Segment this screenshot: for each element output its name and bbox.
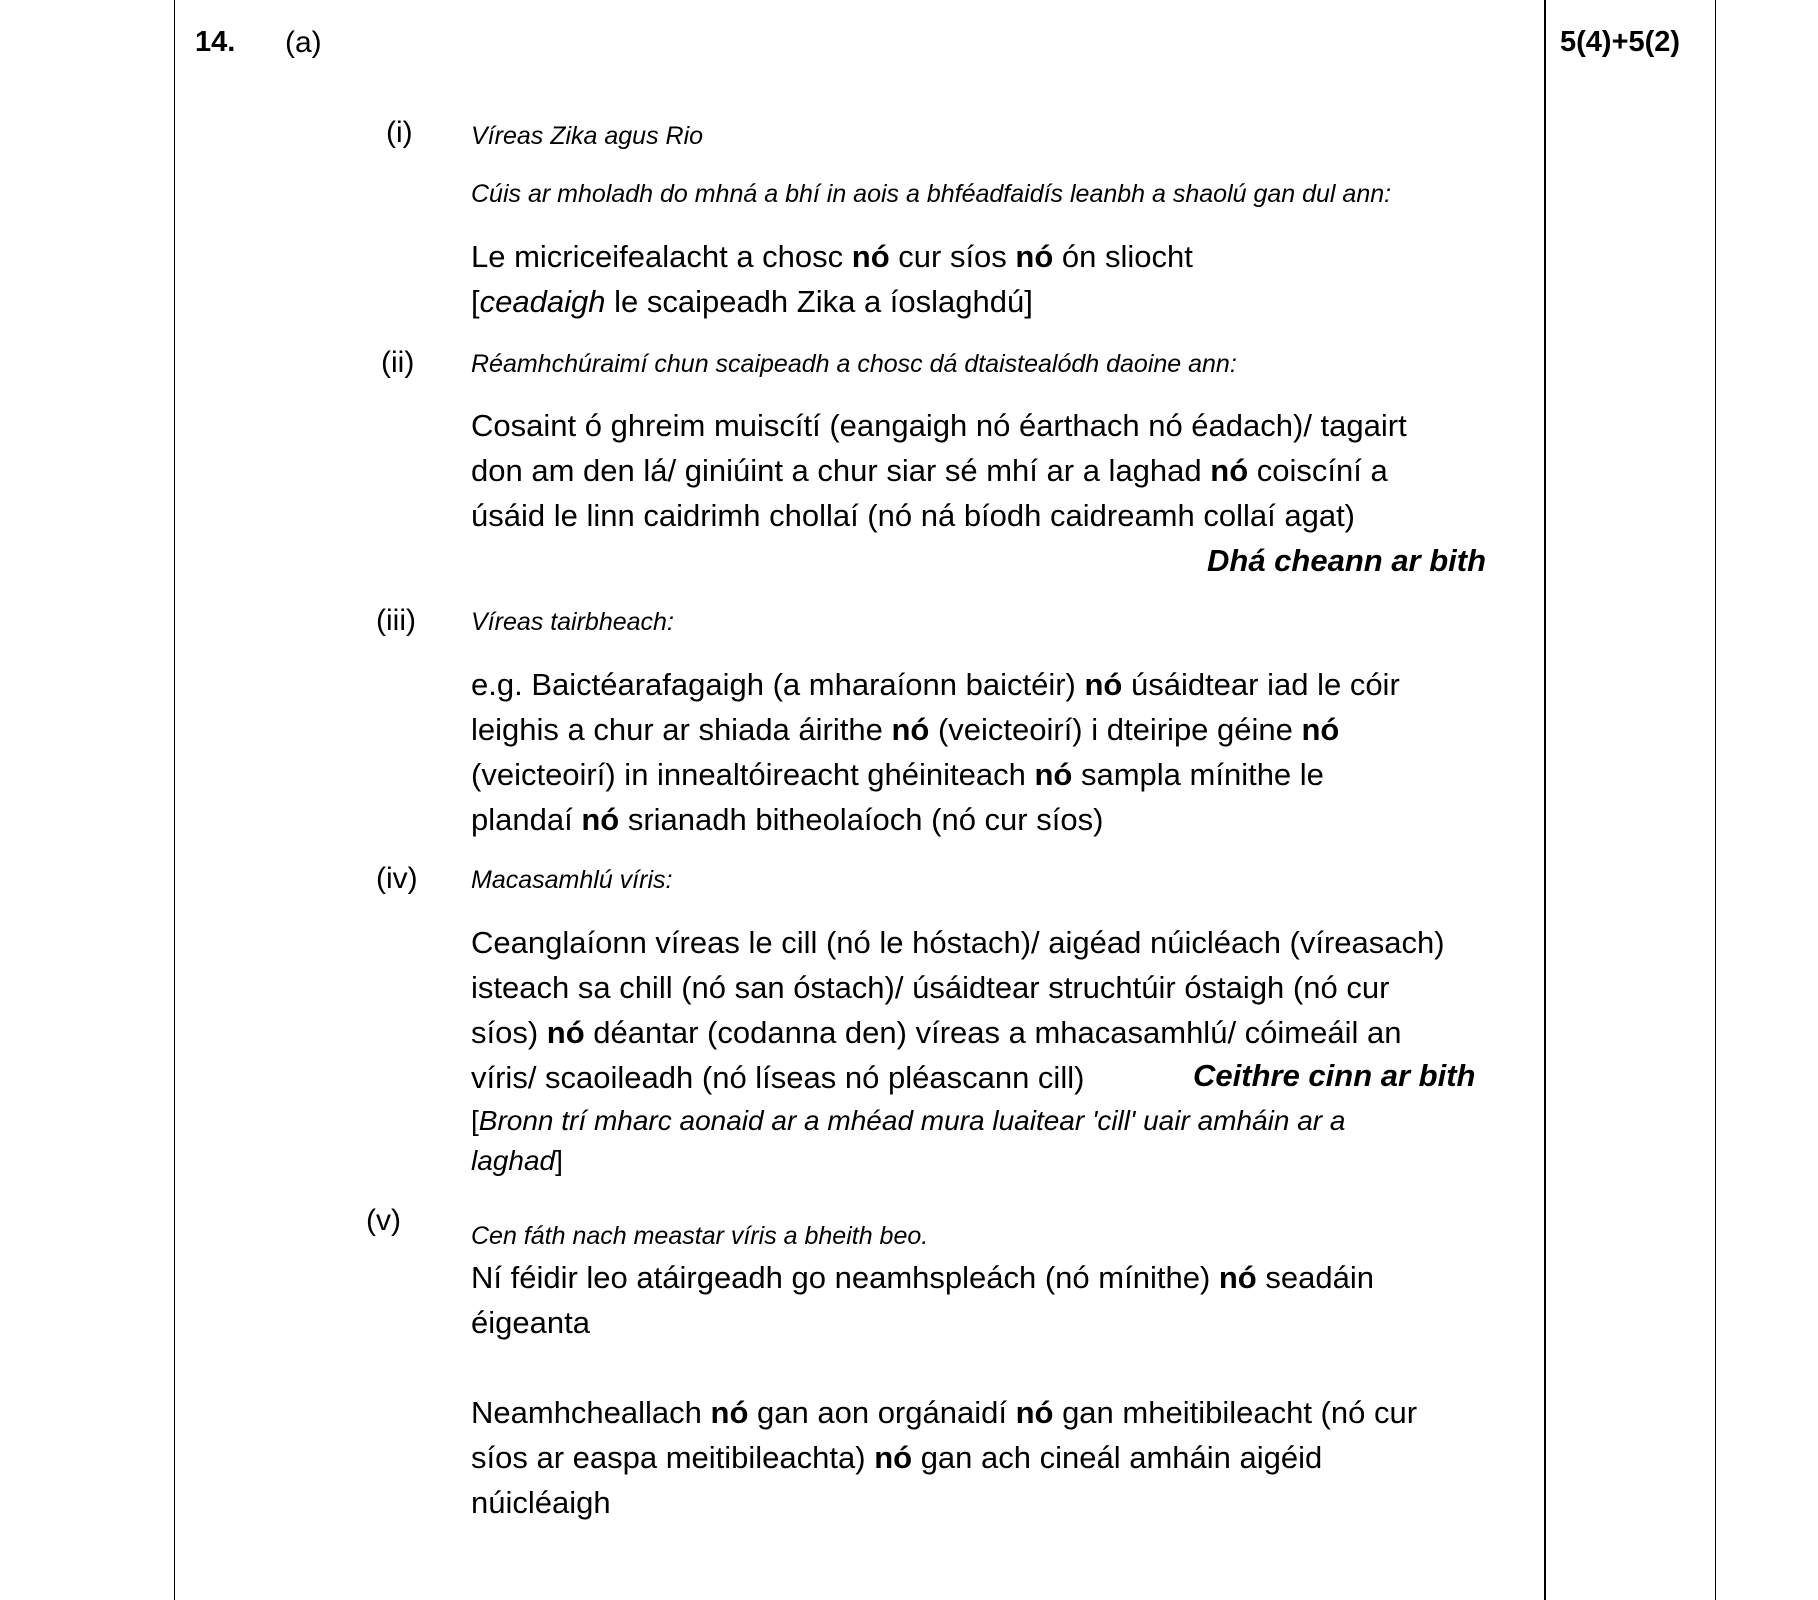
question-number: 14. [195, 26, 236, 58]
item-v-prompt: Cen fáth nach meastar víris a bheith beo. [471, 1222, 929, 1250]
answer-line: Ní féidir leo atáirgeadh go neamhspleách (nó mínithe) nó seadáin [471, 1260, 1374, 1295]
answer-line: don am den lá/ giniúint a chur siar sé mhí ar a laghad nó coiscíní a [471, 453, 1388, 488]
note-line: [Bronn trí mharc aonaid ar a mhéad mura luaitear 'cill' uair amháin ar a [471, 1105, 1346, 1136]
note-line: laghad] [471, 1145, 563, 1176]
item-v-answer-2 [471, 1390, 1417, 1525]
item-iii-prompt: Víreas tairbheach: [471, 608, 674, 636]
item-label-iv: (iv) [376, 862, 418, 895]
item-ii-answer [471, 403, 1407, 538]
answer-line: núicléaigh [471, 1485, 611, 1520]
item-i-prompt: Cúis ar mholadh do mhná a bhí in aois a bhféadfaidís leanbh a shaolú gan dul ann: [471, 180, 1392, 208]
answer-line: e.g. Baictéarafagaigh (a mharaíonn baictéir) nó úsáidtear iad le cóir [471, 667, 1400, 702]
item-ii-prompt: Réamhchúraimí chun scaipeadh a chosc dá dtaistealódh daoine ann: [471, 350, 1237, 378]
item-ii-note: Dhá cheann ar bith [1207, 543, 1487, 578]
answer-line: Le micriceifealacht a chosc nó cur síos nó ón sliocht [471, 239, 1193, 274]
item-label-iii: (iii) [376, 604, 416, 637]
answer-line: síos) nó déantar (codanna den) víreas a mhacasamhlú/ cóimeáil an [471, 1015, 1402, 1050]
question-part: (a) [285, 26, 322, 59]
answer-line: Ceanglaíonn víreas le cill (nó le hóstach)/ aigéad núicléach (víreasach) [471, 925, 1445, 960]
answer-line: Neamhcheallach nó gan aon orgánaidí nó gan mheitibileacht (nó cur [471, 1395, 1418, 1430]
item-iii-answer [471, 662, 1400, 842]
item-label-i: (i) [386, 116, 413, 149]
item-label-ii: (ii) [381, 346, 415, 379]
answer-line: síos ar easpa meitibileachta) nó gan ach cineál amháin aigéid [471, 1440, 1323, 1475]
item-iv-prompt: Macasamhlú víris: [471, 866, 673, 894]
answer-line: Cosaint ó ghreim muiscítí (eangaigh nó éarthach nó éadach)/ tagairt [471, 408, 1407, 443]
item-v-answer [471, 1255, 1374, 1345]
answer-line: leighis a chur ar shiada áirithe nó (veicteoirí) i dteiripe géine nó [471, 712, 1340, 747]
answer-line: isteach sa chill (nó san óstach)/ úsáidtear struchtúir óstaigh (nó cur [471, 970, 1390, 1005]
answer-line: plandaí nó srianadh bitheolaíoch (nó cur síos) [471, 802, 1104, 837]
answer-line: éigeanta [471, 1305, 590, 1340]
marks-column-divider [1544, 0, 1546, 1600]
item-iv-bracket-note [471, 1101, 1345, 1181]
item-label-v: (v) [366, 1204, 401, 1237]
item-i-answer [471, 234, 1193, 324]
answer-line: úsáid le linn caidrimh chollaí (nó ná bíodh caidreamh collaí agat) [471, 498, 1355, 533]
answer-line: víris/ scaoileadh (nó líseas nó pléascann cill) [471, 1060, 1085, 1095]
item-i-title: Víreas Zika agus Rio [471, 122, 704, 150]
answer-line: (veicteoirí) in innealtóireacht ghéiniteach nó sampla mínithe le [471, 757, 1324, 792]
item-iv-note: Ceithre cinn ar bith [1193, 1058, 1476, 1093]
answer-line: [ceadaigh le scaipeadh Zika a íoslaghdú] [471, 284, 1033, 319]
marks-allocation: 5(4)+5(2) [1560, 26, 1681, 58]
